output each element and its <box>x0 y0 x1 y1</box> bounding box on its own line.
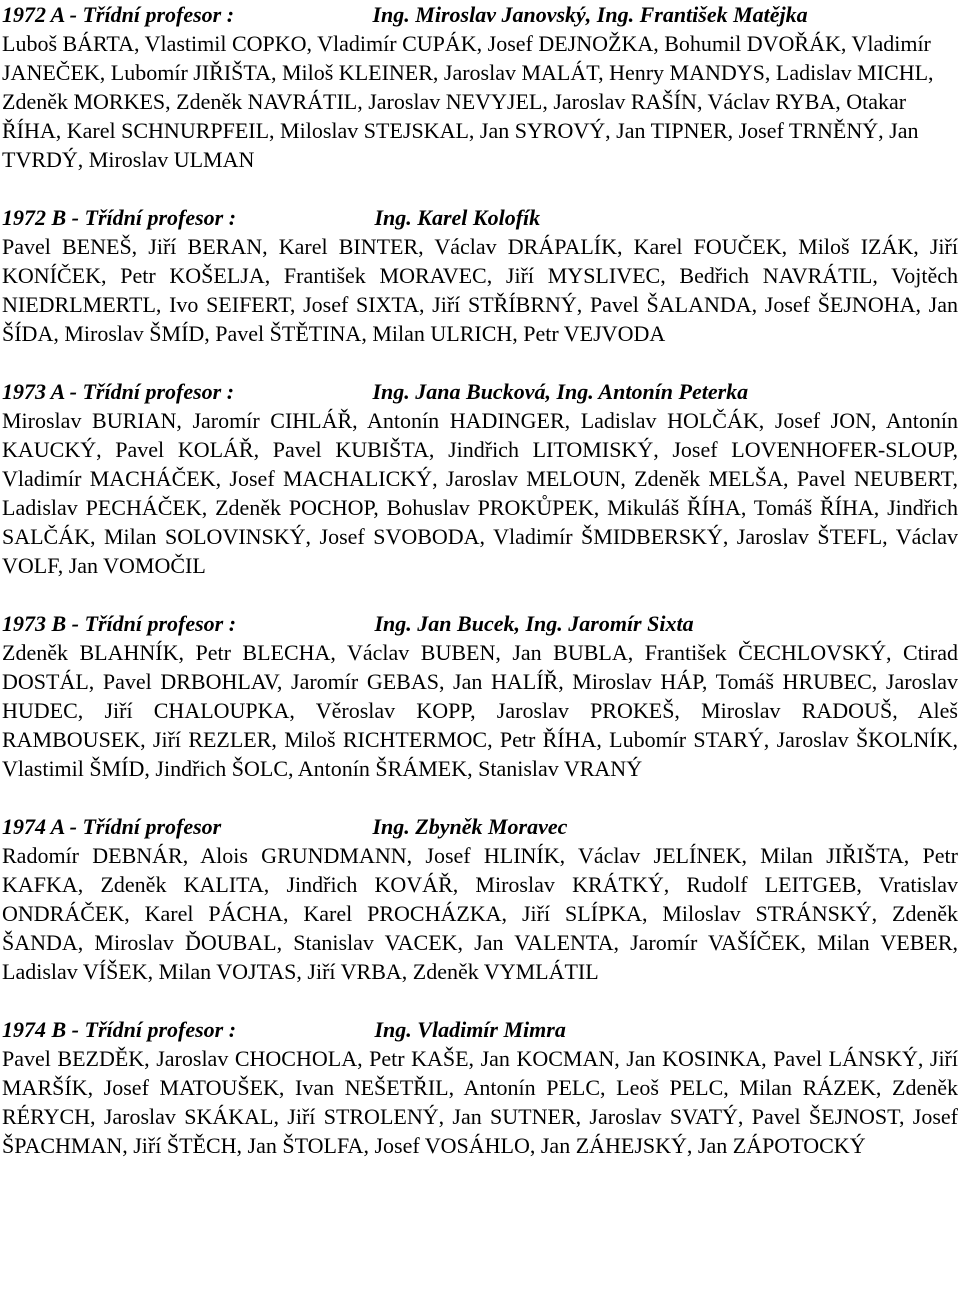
class-teacher-label: Třídní profesor : <box>84 1017 237 1042</box>
class-teacher-name: Ing. Miroslav Janovský, Ing. František Matějka <box>372 2 808 27</box>
class-year: 1974 B - <box>2 1017 85 1042</box>
section-heading <box>2 203 958 232</box>
student-list: Pavel BENEŠ, Jiří BERAN, Karel BINTER, Václav DRÁPALÍK, Karel FOUČEK, Miloš IZÁK, Jiří KONÍČEK, Petr KOŠELJA, František MORAVEC, Jiří MYSLIVEC, Bedřich NAVRÁTIL, Vojtěch NIEDRLMERTL, Ivo SEIFERT, Josef SIXTA, Jiří STŘÍBRNÝ, Pavel ŠALANDA, Josef ŠEJNOHA, Jan ŠÍDA, Miroslav ŠMÍD, Pavel ŠTĚTINA, Milan ULRICH, Petr VEJVODA <box>2 234 958 346</box>
student-list: Pavel BEZDĚK, Jaroslav CHOCHOLA, Petr KAŠE, Jan KOCMAN, Jan KOSINKA, Pavel LÁNSKÝ, Jiří MARŠÍK, Josef MATOUŠEK, Ivan NEŠETŘIL, Antonín PELC, Leoš PELC, Milan RÁZEK, Zdeněk RÉRYCH, Jaroslav SKÁKAL, Jiří STROLENÝ, Jan SUTNER, Jaroslav SVATÝ, Pavel ŠEJNOST, Josef ŠPACHMAN, Jiří ŠTĚCH, Jan ŠTOLFA, Josef VOSÁHLO, Jan ZÁHEJSKÝ, Jan ZÁPOTOCKÝ <box>2 1046 958 1158</box>
class-teacher-label: Třídní profesor : <box>82 379 235 404</box>
class-year: 1974 A - <box>2 814 83 839</box>
section-heading <box>2 0 958 29</box>
class-section-1974a <box>2 812 958 986</box>
class-teacher-name: Ing. Jana Bucková, Ing. Antonín Peterka <box>372 379 749 404</box>
class-year: 1973 B - <box>2 611 85 636</box>
class-teacher-label: Třídní profesor : <box>84 205 237 230</box>
section-heading <box>2 609 958 638</box>
section-heading <box>2 1015 958 1044</box>
class-year: 1972 B - <box>2 205 85 230</box>
student-list: Radomír DEBNÁR, Alois GRUNDMANN, Josef HLINÍK, Václav JELÍNEK, Milan JIŘIŠTA, Petr KAFKA, Zdeněk KALITA, Jindřich KOVÁŘ, Miroslav KRÁTKÝ, Rudolf LEITGEB, Vratislav ONDRÁČEK, Karel PÁCHA, Karel PROCHÁZKA, Jiří SLÍPKA, Miloslav STRÁNSKÝ, Zdeněk ŠANDA, Miroslav ĎOUBAL, Stanislav VACEK, Jan VALENTA, Jaromír VAŠÍČEK, Milan VEBER, Ladislav VÍŠEK, Milan VOJTAS, Jiří VRBA, Zdeněk VYMLÁTIL <box>2 843 958 984</box>
class-section-1972a <box>2 0 958 174</box>
student-list: Zdeněk BLAHNÍK, Petr BLECHA, Václav BUBEN, Jan BUBLA, František ČECHLOVSKÝ, Ctirad DOSTÁL, Pavel DRBOHLAV, Jaromír GEBAS, Jan HALÍŘ, Miroslav HÁP, Tomáš HRUBEC, Jaroslav HUDEC, Jiří CHALOUPKA, Věroslav KOPP, Jaroslav PROKEŠ, Miroslav RADOUŠ, Aleš RAMBOUSEK, Jiří REZLER, Miloš RICHTERMOC, Petr ŘÍHA, Lubomír STARÝ, Jaroslav ŠKOLNÍK, Vlastimil ŠMÍD, Jindřich ŠOLC, Antonín ŠRÁMEK, Stanislav VRANÝ <box>2 640 958 781</box>
class-section-1974b <box>2 1015 958 1160</box>
class-teacher-name: Ing. Karel Kolofík <box>374 205 541 230</box>
class-year: 1973 A - <box>2 379 83 404</box>
section-heading <box>2 812 958 841</box>
class-section-1973b <box>2 609 958 783</box>
class-teacher-label: Třídní profesor <box>82 814 222 839</box>
class-teacher-name: Ing. Vladimír Mimra <box>374 1017 566 1042</box>
class-year: 1972 A - <box>2 2 83 27</box>
class-section-1973a <box>2 377 958 580</box>
class-teacher-label: Třídní profesor : <box>84 611 237 636</box>
class-section-1972b <box>2 203 958 348</box>
class-teacher-name: Ing. Jan Bucek, Ing. Jaromír Sixta <box>374 611 694 636</box>
section-heading <box>2 377 958 406</box>
student-list: Luboš BÁRTA, Vlastimil COPKO, Vladimír CUPÁK, Josef DEJNOŽKA, Bohumil DVOŘÁK, Vladimír JANEČEK, Lubomír JIŘIŠTA, Miloš KLEINER, Jaroslav MALÁT, Henry MANDYS, Ladislav MICHL, Zdeněk MORKES, Zdeněk NAVRÁTIL, Jaroslav NEVYJEL, Jaroslav RAŠÍN, Václav RYBA, Otakar ŘÍHA, Karel SCHNURPFEIL, Miloslav STEJSKAL, Jan SYROVÝ, Jan TIPNER, Josef TRNĚNÝ, Jan TVRDÝ, Miroslav ULMAN <box>2 31 934 172</box>
student-list: Miroslav BURIAN, Jaromír CIHLÁŘ, Antonín HADINGER, Ladislav HOLČÁK, Josef JON, Antonín KAUCKÝ, Pavel KOLÁŘ, Pavel KUBIŠTA, Jindřich LITOMISKÝ, Josef LOVENHOFER-SLOUP, Vladimír MACHÁČEK, Josef MACHALICKÝ, Jaroslav MELOUN, Zdeněk MELŠA, Pavel NEUBERT, Ladislav PECHÁČEK, Zdeněk POCHOP, Bohuslav PROKŮPEK, Mikuláš ŘÍHA, Tomáš ŘÍHA, Jindřich SALČÁK, Milan SOLOVINSKÝ, Josef SVOBODA, Vladimír ŠMIDBERSKÝ, Jaroslav ŠTEFL, Václav VOLF, Jan VOMOČIL <box>2 408 958 578</box>
class-teacher-name: Ing. Zbyněk Moravec <box>372 814 568 839</box>
class-teacher-label: Třídní profesor : <box>82 2 235 27</box>
